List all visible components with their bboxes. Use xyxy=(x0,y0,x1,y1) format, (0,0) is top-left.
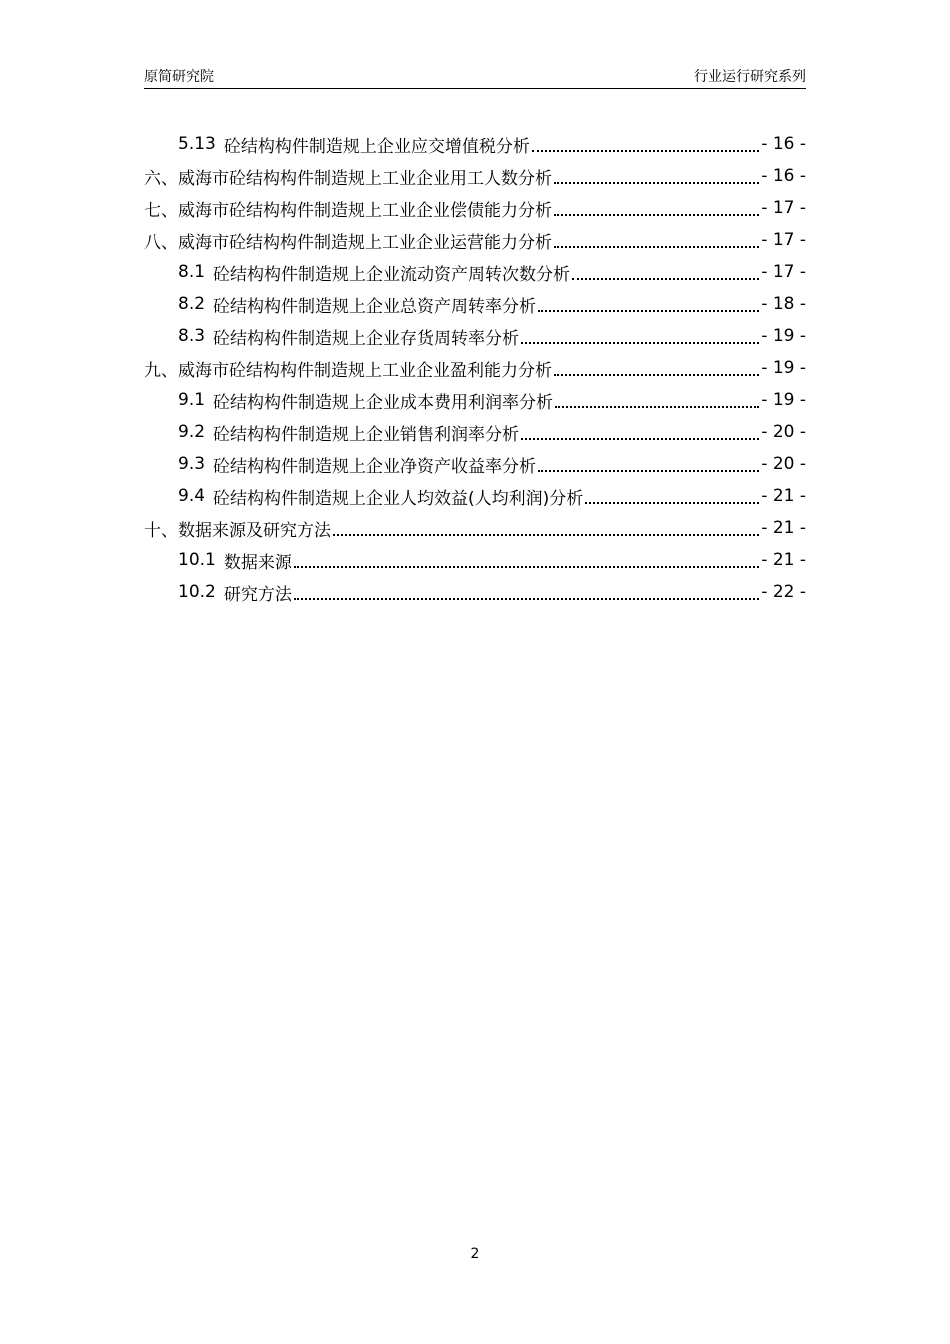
toc-entry-page: - 19 - xyxy=(761,390,806,410)
toc-entry-title: 砼结构构件制造规上企业人均效益(人均利润)分析 xyxy=(213,488,584,509)
toc-entry-page: - 21 - xyxy=(761,550,806,570)
toc-dot-leader xyxy=(532,150,759,152)
toc-dot-leader xyxy=(294,566,759,568)
toc-dot-leader xyxy=(521,342,759,344)
toc-entry-number: 9.2 xyxy=(178,422,206,442)
toc-dot-leader xyxy=(554,214,759,216)
toc-entry[interactable] xyxy=(144,160,806,192)
toc-entry-title: 砼结构构件制造规上企业成本费用利润率分析 xyxy=(213,392,554,413)
toc-dot-leader xyxy=(555,406,759,408)
toc-dot-leader xyxy=(521,438,759,440)
toc-entry[interactable] xyxy=(144,512,806,544)
toc-entry-number: 9.1 xyxy=(178,390,206,410)
toc-entry-number: 8.3 xyxy=(178,326,206,346)
toc-entry-title: 砼结构构件制造规上企业流动资产周转次数分析 xyxy=(213,264,571,285)
toc-entry-page: - 17 - xyxy=(761,262,806,282)
toc-dot-leader xyxy=(572,278,759,280)
toc-entry-number: 5.13 xyxy=(178,134,216,154)
toc-entry-title: 八、威海市砼结构构件制造规上工业企业运营能力分析 xyxy=(144,232,552,253)
toc-dot-leader xyxy=(554,374,759,376)
toc-entry-title: 砼结构构件制造规上企业净资产收益率分析 xyxy=(213,456,537,477)
toc-entry-number: 9.3 xyxy=(178,454,206,474)
toc-entry[interactable] xyxy=(144,128,806,160)
toc-entry-title: 数据来源 xyxy=(223,552,292,573)
toc-entry-title: 七、威海市砼结构构件制造规上工业企业偿债能力分析 xyxy=(144,200,552,221)
toc-entry-title: 砼结构构件制造规上企业总资产周转率分析 xyxy=(213,296,537,317)
table-of-contents xyxy=(144,128,806,608)
toc-entry-page: - 20 - xyxy=(761,454,806,474)
toc-entry[interactable] xyxy=(144,576,806,608)
toc-entry[interactable] xyxy=(144,256,806,288)
toc-entry[interactable] xyxy=(144,352,806,384)
toc-entry-title: 研究方法 xyxy=(223,584,292,605)
toc-entry-number: 10.2 xyxy=(178,582,216,602)
header-left-text: 原简研究院 xyxy=(144,69,214,85)
toc-entry-number: 9.4 xyxy=(178,486,206,506)
toc-entry[interactable] xyxy=(144,224,806,256)
toc-dot-leader xyxy=(554,182,759,184)
toc-entry[interactable] xyxy=(144,288,806,320)
toc-entry-title: 六、威海市砼结构构件制造规上工业企业用工人数分析 xyxy=(144,168,552,189)
toc-entry-page: - 16 - xyxy=(761,134,806,154)
toc-entry[interactable] xyxy=(144,448,806,480)
toc-entry[interactable] xyxy=(144,384,806,416)
toc-entry-number: 10.1 xyxy=(178,550,216,570)
toc-entry-title: 十、数据来源及研究方法 xyxy=(144,520,331,541)
page-number: 2 xyxy=(470,1246,480,1262)
toc-entry-page: - 22 - xyxy=(761,582,806,602)
toc-entry-number: 8.2 xyxy=(178,294,206,314)
toc-dot-leader xyxy=(333,534,759,536)
toc-entry-page: - 17 - xyxy=(761,230,806,250)
toc-entry[interactable] xyxy=(144,416,806,448)
toc-entry-title: 砼结构构件制造规上企业存货周转率分析 xyxy=(213,328,520,349)
toc-entry[interactable] xyxy=(144,192,806,224)
toc-entry[interactable] xyxy=(144,544,806,576)
header-right-text: 行业运行研究系列 xyxy=(694,69,806,85)
toc-entry-title: 砼结构构件制造规上企业销售利润率分析 xyxy=(213,424,520,445)
page-header xyxy=(144,66,806,89)
toc-entry[interactable] xyxy=(144,480,806,512)
toc-entry-page: - 18 - xyxy=(761,294,806,314)
toc-entry-title: 九、威海市砼结构构件制造规上工业企业盈利能力分析 xyxy=(144,360,552,381)
toc-entry-page: - 19 - xyxy=(761,358,806,378)
toc-entry-page: - 17 - xyxy=(761,198,806,218)
toc-dot-leader xyxy=(538,310,759,312)
toc-entry-page: - 20 - xyxy=(761,422,806,442)
toc-entry-page: - 16 - xyxy=(761,166,806,186)
toc-entry-title: 砼结构构件制造规上企业应交增值税分析 xyxy=(223,136,530,157)
toc-dot-leader xyxy=(585,502,759,504)
toc-dot-leader xyxy=(294,598,759,600)
toc-entry-page: - 21 - xyxy=(761,486,806,506)
toc-entry-number: 8.1 xyxy=(178,262,206,282)
toc-entry-page: - 21 - xyxy=(761,518,806,538)
toc-dot-leader xyxy=(554,246,759,248)
toc-entry[interactable] xyxy=(144,320,806,352)
toc-dot-leader xyxy=(538,470,759,472)
toc-entry-page: - 19 - xyxy=(761,326,806,346)
